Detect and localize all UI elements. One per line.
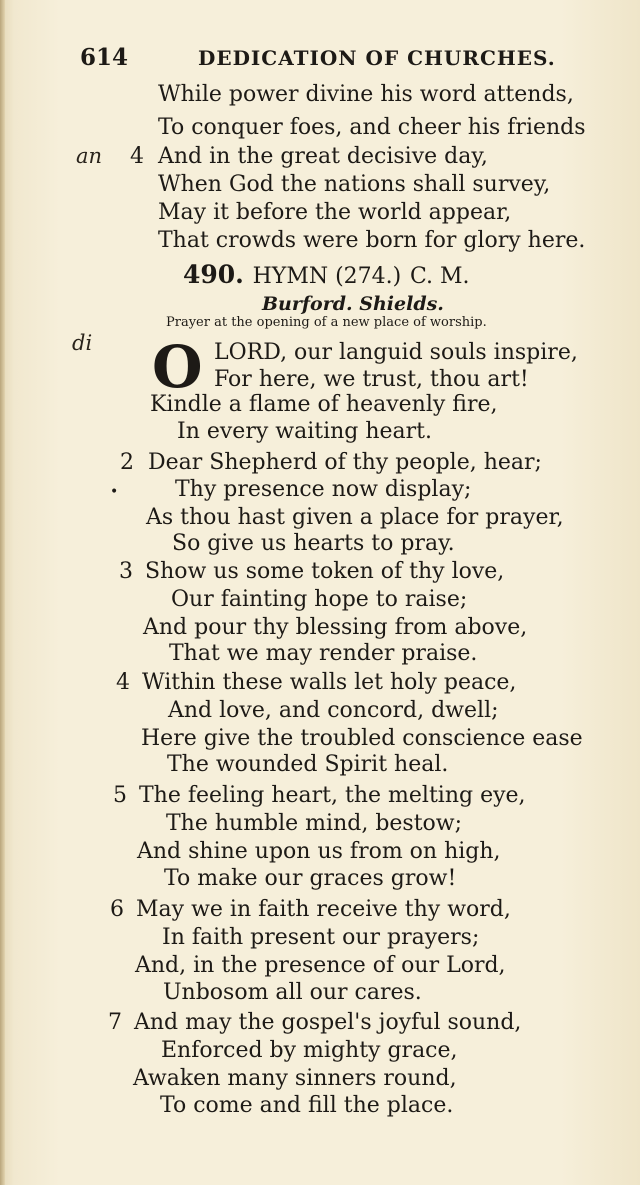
verse-line: Our fainting hope to raise; xyxy=(171,587,468,612)
verse-line: That crowds were born for glory here. xyxy=(158,228,586,253)
verse-line: The wounded Spirit heal. xyxy=(167,752,449,777)
hymn-caption: Prayer at the opening of a new place of worship. xyxy=(166,315,487,330)
stanza-number: 6 xyxy=(110,897,124,922)
verse-line: LORD, our languid souls inspire, xyxy=(214,340,578,365)
stanza-number: 7 xyxy=(108,1010,122,1035)
verse-line: And love, and concord, dwell; xyxy=(168,698,499,723)
stanza-number: 3 xyxy=(119,559,133,584)
verse-line: When God the nations shall survey, xyxy=(158,172,551,197)
verse-line: And, in the presence of our Lord, xyxy=(135,953,506,978)
verse-line: Enforced by mighty grace, xyxy=(161,1038,458,1063)
tune-names: Burford. Shields. xyxy=(262,293,444,315)
verse-line: For here, we trust, thou art! xyxy=(214,367,529,392)
drop-cap: O xyxy=(152,333,203,401)
verse-line: To conquer foes, and cheer his friends xyxy=(158,115,586,140)
stanza-number: 2 xyxy=(120,450,134,475)
stanza-number: 4 xyxy=(116,670,130,695)
stanza-number: 5 xyxy=(113,783,127,808)
verse-line: Kindle a flame of heavenly fire, xyxy=(150,392,498,417)
verse-line: Unbosom all our cares. xyxy=(163,980,422,1005)
verse-line: In faith present our prayers; xyxy=(162,925,480,950)
verse-line: To come and fill the place. xyxy=(160,1093,454,1118)
running-title: DEDICATION OF CHURCHES. xyxy=(198,46,556,70)
verse-line: May we in faith receive thy word, xyxy=(136,897,511,922)
verse-line: That we may render praise. xyxy=(169,641,478,666)
hymn-label: HYMN (274.) xyxy=(252,264,402,289)
verse-line: Thy presence now display; xyxy=(175,477,472,502)
verse-line: To make our graces grow! xyxy=(164,866,457,891)
verse-line: So give us hearts to pray. xyxy=(172,531,455,556)
stanza-number: 4 xyxy=(130,144,144,169)
hymn-number: 490. xyxy=(183,260,244,289)
verse-line: Show us some token of thy love, xyxy=(145,559,505,584)
hymn-meter: C. M. xyxy=(409,264,470,289)
verse-line: And may the gospel's joyful sound, xyxy=(134,1010,522,1035)
verse-line: And pour thy blessing from above, xyxy=(143,615,528,640)
verse-line: Within these walls let holy peace, xyxy=(142,670,517,695)
verse-line: In every waiting heart. xyxy=(177,419,433,444)
ink-speck: • xyxy=(110,484,119,500)
verse-line: The humble mind, bestow; xyxy=(166,811,463,836)
verse-line: As thou hast given a place for prayer, xyxy=(146,505,564,530)
verse-line: May it before the world appear, xyxy=(158,200,512,225)
margin-note: an xyxy=(76,144,103,168)
verse-line: And shine upon us from on high, xyxy=(137,839,501,864)
verse-line: Awaken many sinners round, xyxy=(133,1066,457,1091)
page-number: 614 xyxy=(80,44,129,71)
verse-line: The feeling heart, the melting eye, xyxy=(139,783,526,808)
hymn-heading xyxy=(183,260,470,289)
page-spine-shadow xyxy=(0,0,5,1185)
margin-note: di xyxy=(72,331,93,355)
verse-line: While power divine his word attends, xyxy=(158,82,574,107)
verse-line: Here give the troubled conscience ease xyxy=(141,726,583,751)
verse-line: And in the great decisive day, xyxy=(158,144,488,169)
verse-line: Dear Shepherd of thy people, hear; xyxy=(148,450,542,475)
